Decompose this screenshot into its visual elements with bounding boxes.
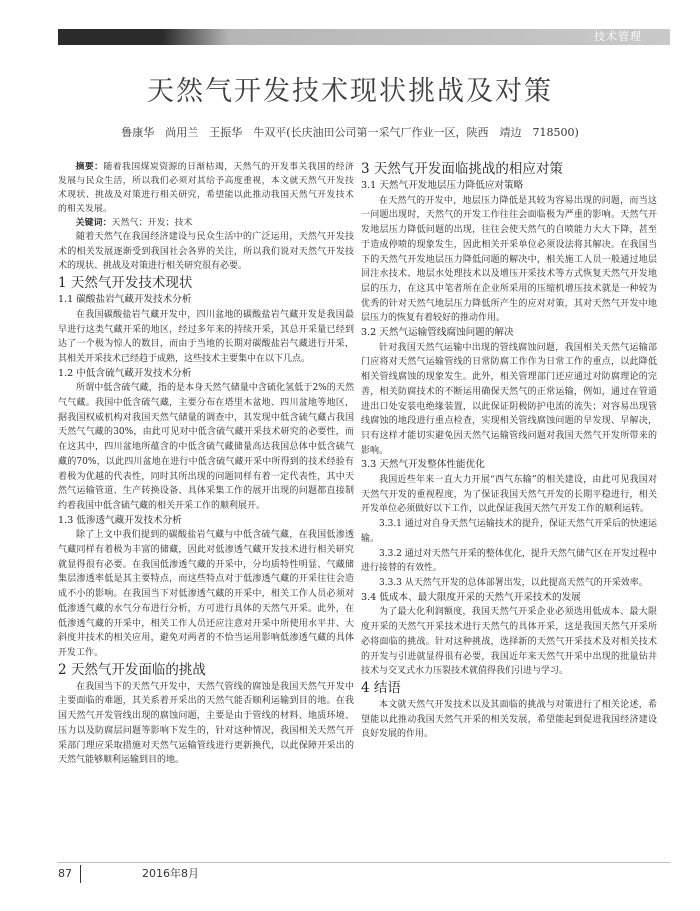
- section-3-2-paragraph: 针对我国天然气运输中出现的管线腐蚀问题，我国相关天然气运输部门应将对天然气运输管线的日常防腐工作作为日常工作的重点，以此降低相关管线腐蚀的现象发生。此外，相关管理部门还应通过对防腐理论的完善，相关防腐技术的不断运用确保天然气的正常运输，例如，通过在管道进出口处安装电绝缘装置，以此保证阴极防护电流的流失；对容易出现管线腐蚀的地段进行重点检查，实现相关管线腐蚀问题的早发现、早解决，只有这样才能切实避免因天然气运输管线问题对我国天然气开发所带来的影响。: [361, 342, 657, 456]
- section-1-2-paragraph: 所谓中低含硫气藏，指的是本身天然气储量中含硫化氢低于2%的天然气气藏。我国中低含硫气藏，主要分布在塔里木盆地、四川盆地等地区，据我国权威机构对我国天然气储量的调查中，其发现中低含硫气藏占我国天然气气藏的30%，由此可见对中低含硫气藏开采技术研究的必要性，而在这其中，四川盆地所蕴含的中低含硫气藏储量高达我国总体中低含硫气藏的70%，以此四川盆地在进行中低含硫气藏开采中所得到的技术经验有着极为优越的代表性，同时其所出现的问题同样有着一定代表性，其中天然气运输管道、生产转换设备、具体采集工作的展开出现的问题都直接制约着我国中低含硫气藏的相关开采工作的顺利展开。: [58, 383, 354, 511]
- section-2-paragraph: 在我国当下的天然气开发中，天然气管线的腐蚀是我国天然气开发中主要面临的难题，其关系着开采出的天然气能否顺利运输到目的地。在我国天然气开发管线出现的腐蚀问题，主要是由于管线的材料、地质环境、压力以及防腐层问题等影响下发生的，针对这种情况，我国相关天然气开采部门理应采取措施对天然气运输管线进行更新换代，以此保障开采出的天然气能够顺利运输到目的地。: [58, 681, 354, 766]
- article-title: 天然气开发技术现状挑战及对策: [147, 76, 553, 107]
- section-1-1-heading: 1.1 碳酸盐岩气藏开发技术分析: [58, 294, 192, 306]
- section-2-heading: 2 天然气开发面临的挑战: [58, 661, 206, 678]
- section-3-3-item: 3.3.1 通过对自身天然气运输技术的提升，保证天然气开采后的快速运输。: [361, 519, 657, 544]
- author-line: 鲁康华 尚用兰 王振华 牛双平(长庆油田公司第一采气厂作业一区，陕西 靖边 718500): [121, 126, 579, 139]
- section-1-3-heading: 1.3 低渗透气藏开发技术分析: [58, 514, 182, 526]
- section-4-heading: 4 结语: [361, 679, 401, 696]
- abstract-text: 随着我国煤炭资源的日渐枯竭，天然气的开发事关我国的经济发展与民众生活，所以我们必须对其给予高度重视，本文就天然气开发技术现状、挑战及对策进行相关研究，希望能以此推动我国天然气开发技术的相关发展。: [58, 162, 354, 214]
- keywords-text: 天然气；开发；技术: [111, 218, 193, 228]
- intro-paragraph: 随着天然气在我国经济建设与民众生活中的广泛运用，天然气开发技术的相关发展逐渐受到我国社会各界的关注，所以我们说对天然气开发技术的现状、挑战及对策进行相关研究很有必要。: [58, 232, 354, 272]
- section-3-3-item: 3.3.3 从天然气开发的总体部署出发，以此提高天然气的开采效率。: [379, 577, 648, 588]
- section-3-4-paragraph: 为了最大化利润额度，我国天然气开采企业必须选用低成本、最大限度开采的天然气开采技术进行天然气的具体开采，这是我国天然气开采所必将面临的挑战。针对这种挑战，选择新的天然气开采技术及对相关技术的开发与引进就显得很有必要，我国近年来天然气开采中出现的批量钻井技术与交叉式水力压裂技术就值得我们引进与学习。: [361, 607, 657, 677]
- section-3-2-heading: 3.2 天然气运输管线腐蚀问题的解决: [361, 327, 514, 339]
- keywords-label: 关键词：: [75, 218, 112, 228]
- conclusion-paragraph: 本文就天然气开发技术以及其面临的挑战与对策进行了相关论述，希望能以此推动我国天然气开采的相关发展，希望能起到促进我国经济建设良好发展的作用。: [361, 699, 657, 740]
- section-1-2-heading: 1.2 中低含硫气藏开发技术分析: [58, 367, 192, 379]
- section-3-4-heading: 3.4 低成本、最大限度开采的天然气开采技术的发展: [361, 591, 581, 603]
- abstract-label: 摘要：: [75, 162, 104, 172]
- issue-date: 2016年8月: [142, 867, 199, 880]
- footer-divider: [58, 862, 670, 863]
- section-3-3-paragraph: 我国近些年来一直大力开展“西气东输”的相关建设，由此可见我国对天然气开发的重视程度，为了保证我国天然气开发的长期平稳进行，相关开发单位必须做好以下工作，以此保证我国天然气开发工作的顺利运转。: [361, 475, 657, 515]
- header-band: [58, 29, 670, 45]
- section-3-1-paragraph: 在天然气的开发中，地层压力降低是其较为容易出现的问题，而当这一问题出现时，天然气的开发工作往往会面临极为严重的影响。天然气开发地层压力降低问题的出现，往往会使天然气的自喷能力大大下降，甚至于造成停喷的现象发生，因此相关开采单位必须设法将其解决。在我国当下的天然气开发地层压力降低问题的解决中，相关施工人员一般通过地层回注水技术、地层水处理技术以及增压开采技术等方式恢复天然气开发地层的压力，在这其中笔者所在企业所采用的压缩机增压技术就是一种较为优秀的针对天然气地层压力降低所产生的应对对策，其对天然气开发中地层压力的恢复有着较好的推动作用。: [361, 195, 657, 324]
- page-number: 87: [58, 867, 72, 880]
- section-3-1-heading: 3.1 天然气开发地层压力降低应对策略: [361, 180, 524, 191]
- footer-separator: [80, 865, 81, 883]
- section-1-1-paragraph: 在我国碳酸盐岩气藏开发中，四川盆地的碳酸盐岩气藏开发是我国最早进行这类气藏开采的地区，经过多年来的持续开采，其总开采量已经到达了一个极为惊人的数目，而由于当地的长期对碳酸盐岩气藏进行开采，其相关开采技术已经趋于成熟，这些技术主要集中在以下几点。: [58, 309, 354, 364]
- section-tag: 技术管理: [594, 30, 642, 43]
- keywords: [58, 216, 354, 230]
- abstract: [58, 160, 354, 216]
- left-column: [58, 160, 354, 768]
- right-column: [361, 160, 657, 742]
- section-3-3-item: 3.3.2 通过对天然气开采的整体优化，提升天然气储气区在开发过程中进行接替的有效性。: [361, 548, 657, 574]
- section-3-heading: 3 天然气开发面临挑战的相应对策: [361, 161, 563, 177]
- section-1-3-paragraph: 除了上文中我们提到的碳酸盐岩气藏与中低含硫气藏，在我国低渗透气藏同样有着极为丰富的储藏，因此对低渗透气藏开发技术进行相关研究就显得很有必要。在我国低渗透气藏的开采中，分均质特性明显、气藏储集层渗透率低是其主要特点，而这些特点对于低渗透气藏的开采往往会造成不小的影响。在我国当下对低渗透气藏的开采中，相关工作人员必须对低渗透气藏的水气分布进行分析，方可进行具体的天然气开采。此外，在低渗透气藏的开采中，相关工作人员还应注意对开采中所使用水平井、大斜度井技术的相关应用，避免对两者的不恰当运用影响低渗透气藏的具体开发工作。: [58, 530, 354, 658]
- section-1-heading: 1 天然气开发技术现状: [58, 275, 193, 292]
- section-3-3-heading: 3.3 天然气开发整体性能优化: [361, 459, 485, 471]
